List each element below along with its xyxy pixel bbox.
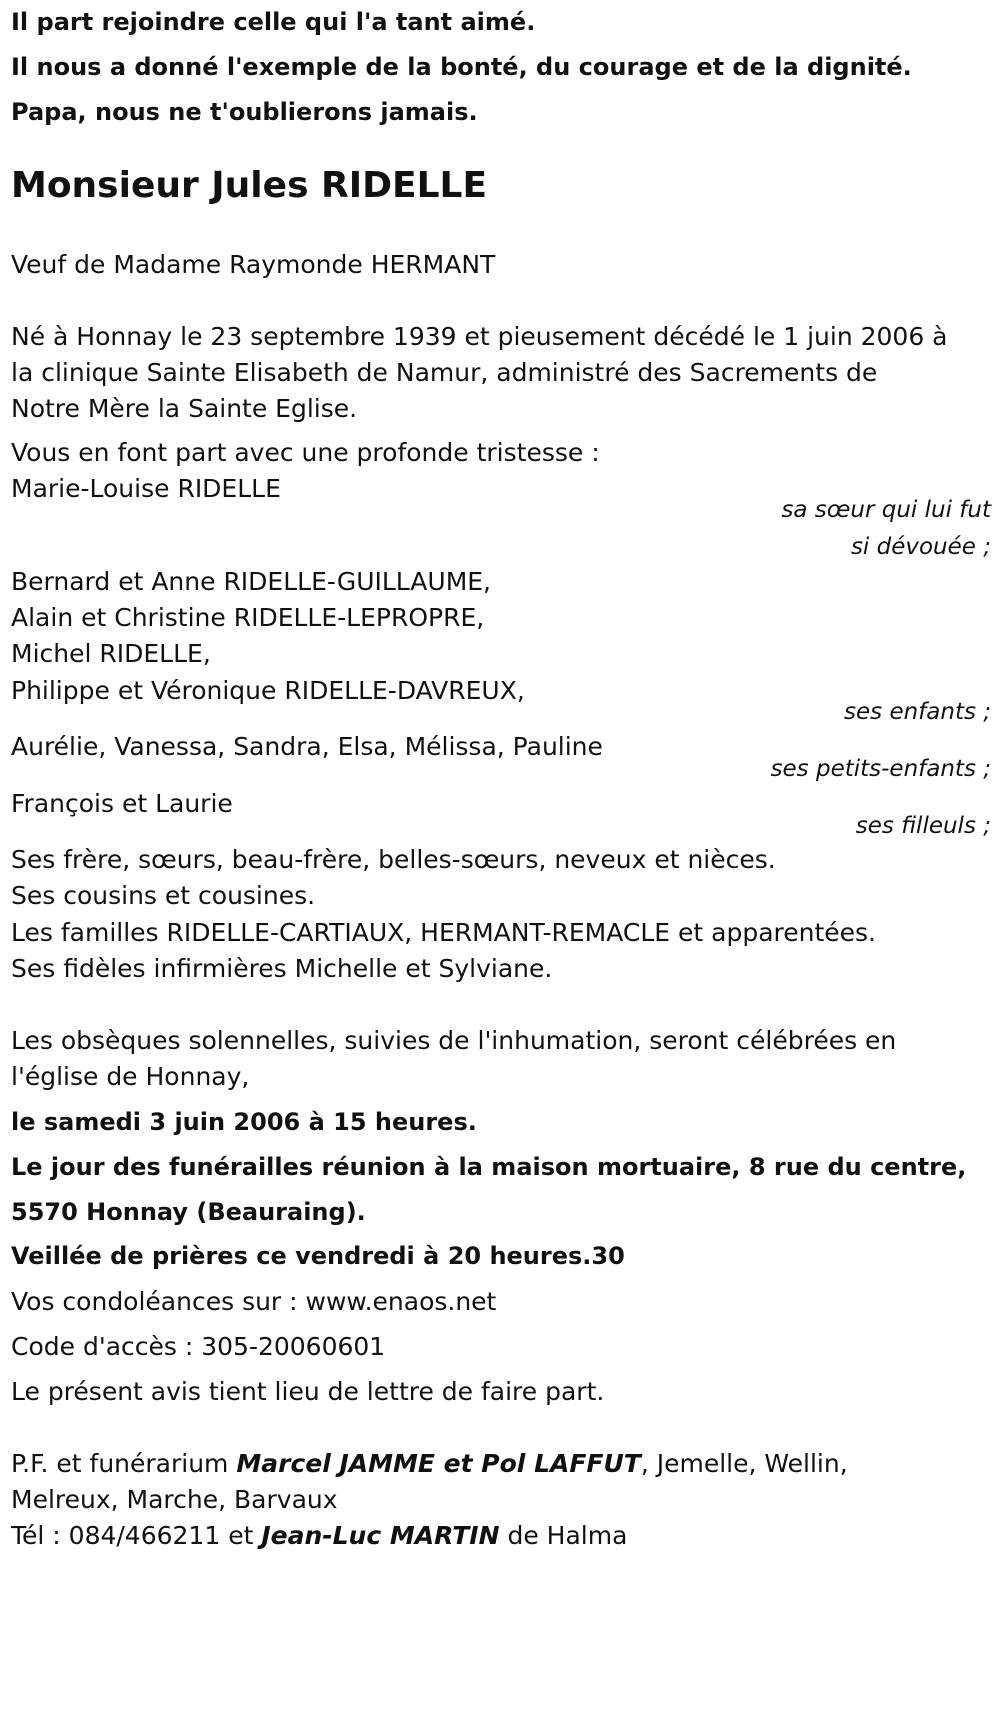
birth-death-line: la clinique Sainte Elisabeth de Namur, administré des Sacrements de	[11, 358, 878, 387]
grandchildren-names: Aurélie, Vanessa, Sandra, Elsa, Mélissa, Pauline	[11, 732, 603, 761]
announce-line: Vous en font part avec une profonde tristesse :	[11, 438, 600, 467]
godchildren-role: ses filleuls ;	[855, 813, 991, 839]
relatives-line: Ses frère, sœurs, beau-frère, belles-sœurs, neveux et nièces.	[11, 845, 776, 874]
intro-line: Papa, nous ne t'oublierons jamais.	[11, 98, 478, 126]
funeral-home-suffix: , Jemelle, Wellin,	[640, 1449, 848, 1478]
sister-role: si dévouée ;	[850, 534, 991, 560]
relatives-line: Ses cousins et cousines.	[11, 881, 316, 910]
phone-prefix: Tél : 084/466211 et	[11, 1521, 254, 1550]
vigil-line: Veillée de prières ce vendredi à 20 heures.30	[11, 1242, 625, 1270]
funeral-date: le samedi 3 juin 2006 à 15 heures.	[11, 1108, 477, 1136]
relatives-line: Les familles RIDELLE-CARTIAUX, HERMANT-REMACLE et apparentées.	[11, 918, 877, 947]
funeral-home-line	[11, 1449, 848, 1479]
child-name: Alain et Christine RIDELLE-LEPROPRE,	[11, 603, 485, 632]
deceased-name: Monsieur Jules RIDELLE	[11, 165, 488, 206]
access-code: Code d'accès : 305-20060601	[11, 1332, 386, 1361]
funeral-home-locations: Melreux, Marche, Barvaux	[11, 1485, 338, 1514]
children-role: ses enfants ;	[844, 699, 991, 725]
notice-line: Le présent avis tient lieu de lettre de faire part.	[11, 1377, 605, 1406]
sister-role: sa sœur qui lui fut	[781, 497, 991, 523]
child-name: Bernard et Anne RIDELLE-GUILLAUME,	[11, 567, 492, 596]
relatives-line: Ses fidèles infirmières Michelle et Sylviane.	[11, 954, 553, 983]
funeral-home-name: Marcel JAMME et Pol LAFFUT	[236, 1449, 641, 1478]
grandchildren-role: ses petits-enfants ;	[770, 756, 991, 782]
widower-line: Veuf de Madame Raymonde HERMANT	[11, 250, 496, 279]
phone-line	[11, 1521, 627, 1551]
gathering-line: Le jour des funérailles réunion à la maison mortuaire, 8 rue du centre,	[11, 1153, 967, 1181]
gathering-address: 5570 Honnay (Beauraing).	[11, 1198, 366, 1226]
funeral-line: Les obsèques solennelles, suivies de l'inhumation, seront célébrées en	[11, 1026, 897, 1055]
funeral-home-prefix: P.F. et funérarium	[11, 1449, 229, 1478]
birth-death-line: Notre Mère la Sainte Eglise.	[11, 394, 358, 423]
child-name: Michel RIDELLE,	[11, 639, 211, 668]
intro-line: Il nous a donné l'exemple de la bonté, du courage et de la dignité.	[11, 53, 912, 81]
godchildren-names: François et Laurie	[11, 789, 233, 818]
phone-suffix: de Halma	[507, 1521, 628, 1550]
intro-line: Il part rejoindre celle qui l'a tant aimé.	[11, 8, 536, 36]
sister-name: Marie-Louise RIDELLE	[11, 474, 281, 503]
condolences-line: Vos condoléances sur : www.enaos.net	[11, 1287, 497, 1316]
birth-death-line: Né à Honnay le 23 septembre 1939 et pieusement décédé le 1 juin 2006 à	[11, 322, 948, 351]
funeral-line: l'église de Honnay,	[11, 1062, 250, 1091]
child-name: Philippe et Véronique RIDELLE-DAVREUX,	[11, 676, 525, 705]
contact-name: Jean-Luc MARTIN	[261, 1521, 500, 1550]
